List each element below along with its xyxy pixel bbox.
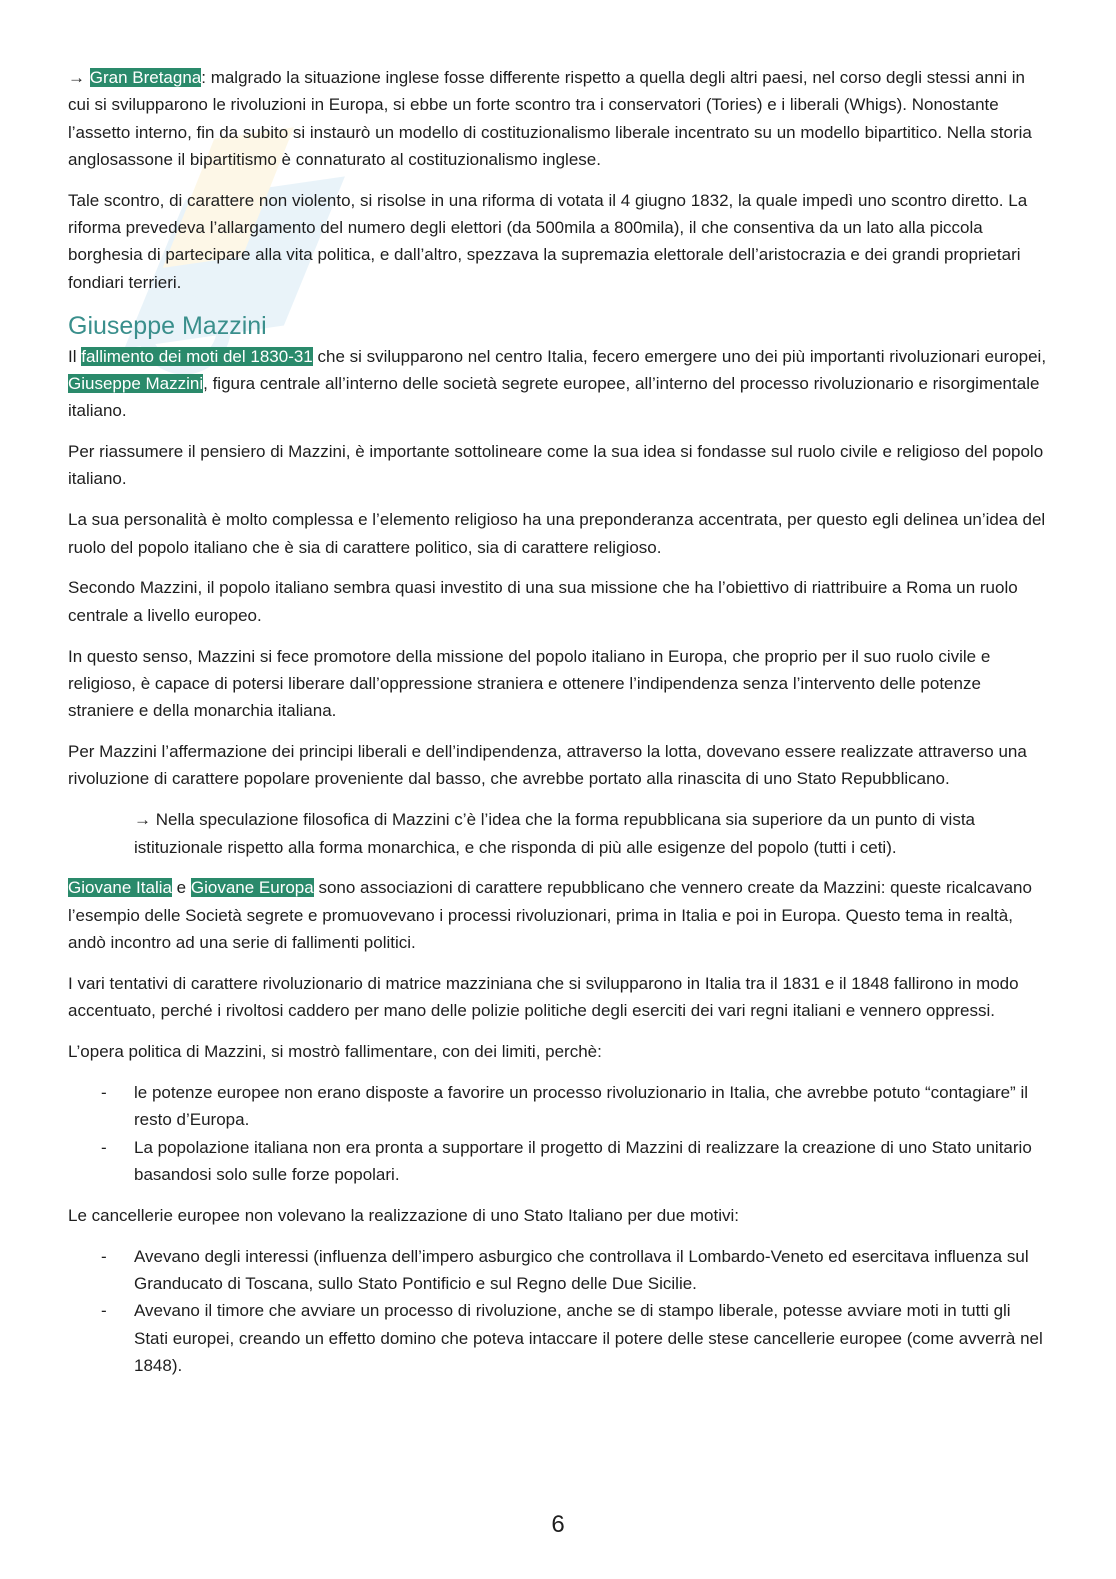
list-item: - Avevano degli interessi (influenza dell’impero asburgico che controllava il Lombardo-Veneto ed esercitava influenza sul Granducato di Toscana, sullo Stato Pontificio e sul Regno delle Due Sicilie. (68, 1243, 1048, 1298)
list-dash: - (101, 1137, 107, 1157)
highlight-giovane-italia: Giovane Italia (68, 878, 172, 898)
document-body (68, 64, 1048, 1393)
paragraph-fallimento: Il fallimento dei moti del 1830-31 che si svilupparono nel centro Italia, fecero emergere uno dei più importanti rivoluzionari europei, Giuseppe Mazzini, figura centrale all’interno delle società segrete europee, all’interno del processo rivoluzionario e risorgimentale italiano. (68, 346, 1047, 421)
paragraph-gran-bretagna: → Gran Bretagna: malgrado la situazione inglese fosse differente rispetto a quella degli altri paesi, nel corso degli stessi anni in cui si svilupparono le rivoluzioni in Europa, si ebbe un forte scontro tra i conservatori (Tories) e i liberali (Whigs). Nonostante l’assetto interno, fin da subito si instaurò un modello di costituzionalismo liberale incentrato su un modello bipartitico. Nella storia anglosassone il bipartitismo è connaturato al costituzionalismo inglese. (68, 68, 1032, 169)
list-item: - Avevano il timore che avviare un processo di rivoluzione, anche se di stampo liberale, potesse avviare moti in tutti gli Stati europei, creando un effetto domino che poteva intaccare il potere delle stese cancellerie europee (come avverrà nel 1848). (68, 1297, 1048, 1379)
paragraph-missione: Secondo Mazzini, il popolo italiano sembra quasi investito di una sua missione che ha l’obiettivo di riattribuire a Roma un ruolo centrale a livello europeo. (68, 578, 1018, 625)
paragraph-opera: L’opera politica di Mazzini, si mostrò fallimentare, con dei limiti, perchè: (68, 1042, 602, 1062)
paragraph-personalita: La sua personalità è molto complessa e l’elemento religioso ha una preponderanza accentrata, per questo egli delinea un’idea del ruolo del popolo italiano che è sia di carattere politico, sia di carattere religioso. (68, 510, 1046, 557)
highlight-giuseppe-mazzini: Giuseppe Mazzini (68, 373, 204, 393)
list-limiti (68, 1079, 1048, 1188)
page-number: 6 (551, 1511, 565, 1538)
list-dash: - (101, 1083, 107, 1103)
highlight-fallimento-moti: fallimento dei moti del 1830-31 (81, 346, 313, 366)
highlight-gran-bretagna: Gran Bretagna (89, 68, 202, 87)
list-item: - La popolazione italiana non era pronta a supportare il progetto di Mazzini di realizzare la creazione di uno Stato unitario basandosi solo sulle forze popolari. (68, 1134, 1048, 1189)
arrow-prefix: → (68, 68, 90, 87)
paragraph-riforma: Tale scontro, di carattere non violento, si risolse in una riforma di votata il 4 giugno 1832, la quale impedì uno scontro diretto. La riforma prevedeva l’allargamento del numero degli elettori (da 500mila a 800mila), il che consentiva da un lato alla piccola borghesia di partecipare alla vita politica, e dall’altro, spezzava la supremazia elettorale dell’aristocrazia e dei grandi proprietari fondiari terrieri. (68, 190, 1028, 292)
paragraph-principi: Per Mazzini l’affermazione dei principi liberali e dell’indipendenza, attraverso la lotta, dovevano essere realizzate attraverso una rivoluzione di carattere popolare proveniente dal basso, che avrebbe portato alla rinascita di uno Stato Repubblicano. (68, 742, 1027, 789)
paragraph-pensiero: Per riassumere il pensiero di Mazzini, è importante sottolineare come la sua idea si fondasse sul ruolo civile e religioso del popolo italiano. (68, 442, 1044, 489)
highlight-giovane-europa: Giovane Europa (190, 878, 314, 898)
paragraph-promotore: In questo senso, Mazzini si fece promotore della missione del popolo italiano in Europa, che proprio per il suo ruolo civile e religioso, è capace di potersi liberare dall’oppressione straniera e ottenere l’indipendenza senza l’intervento delle potenze straniere e della monarchia italiana. (68, 646, 991, 721)
section-heading: Giuseppe Mazzini (68, 311, 267, 340)
paragraph-giovane: Giovane Italia e Giovane Europa sono associazioni di carattere repubblicano che vennero create da Mazzini: queste ricalcavano l’esempio delle Società segrete e promuovevano i processi rivoluzionari, prima in Italia e poi in Europa. Questo tema in realtà, andò incontro ad una serie di fallimenti politici. (68, 878, 1032, 953)
list-motivi (68, 1243, 1048, 1379)
paragraph-speculazione: → Nella speculazione filosofica di Mazzini c’è l’idea che la forma repubblicana sia superiore da un punto di vista istituzionale rispetto alla forma monarchica, e che risponda di più alle esigenze del popolo (tutti i ceti). (134, 810, 976, 857)
paragraph-cancellerie: Le cancellerie europee non volevano la realizzazione di uno Stato Italiano per due motivi: (68, 1205, 739, 1225)
list-dash: - (101, 1301, 107, 1321)
paragraph-tentativi: I vari tentativi di carattere rivoluzionario di matrice mazziniana che si svilupparono in Italia tra il 1831 e il 1848 fallirono in modo accentuato, perché i rivoltosi caddero per mano delle polizie politiche degli eserciti dei vari regni italiani e vennero oppressi. (68, 973, 1019, 1021)
list-dash: - (101, 1246, 107, 1266)
list-item: - le potenze europee non erano disposte a favorire un processo rivoluzionario in Italia, che avrebbe potuto “contagiare” il resto d’Europa. (68, 1079, 1048, 1134)
